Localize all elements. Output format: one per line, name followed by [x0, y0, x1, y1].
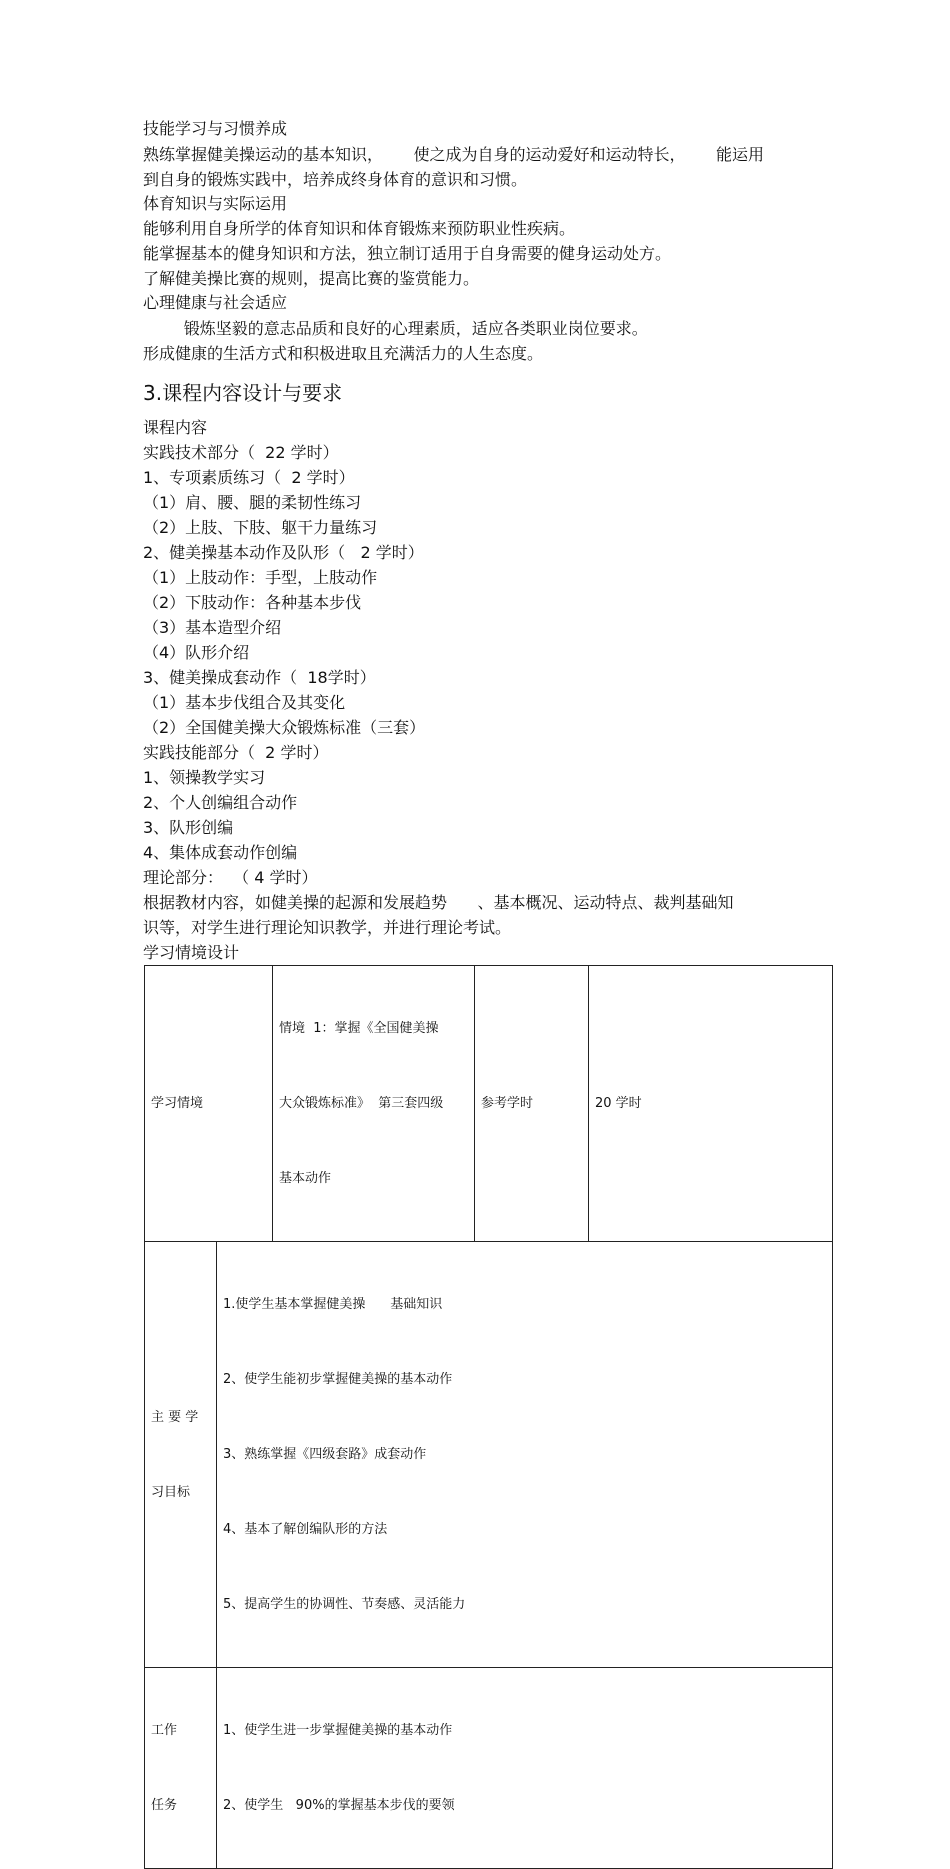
objective-item: 2、使学生能初步掌握健美操的基本动作 — [223, 1372, 453, 1387]
objectives-cell — [217, 1242, 833, 1668]
table-row — [145, 966, 833, 1242]
text-line: （2）上肢、下肢、躯干力量练习 — [143, 518, 378, 537]
cell-label-line: 主 要 学 — [151, 1409, 199, 1425]
situation-line: 情境 1：掌握《全国健美操 — [279, 1021, 439, 1036]
situation-line: 大众锻炼标准》 第三套四级 — [279, 1096, 444, 1111]
task-item: 1、使学生进一步掌握健美操的基本动作 — [223, 1723, 453, 1738]
task-item: 2、使学生 90%的掌握基本步伐的要领 — [223, 1798, 455, 1813]
table-row — [145, 1668, 833, 1869]
text-line: 体育知识与实际运用 — [143, 194, 288, 213]
text-line: （1）上肢动作：手型，上肢动作 — [143, 568, 378, 587]
situation-label-cell: 学习情境 — [145, 966, 273, 1242]
text-line: 了解健美操比赛的规则，提高比赛的鉴赏能力。 — [143, 269, 480, 288]
text-line: 3、队形创编 — [143, 818, 234, 837]
text-line: （3）基本造型介绍 — [143, 618, 282, 637]
text-line: 形成健康的生活方式和积极进取且充满活力的人生态度。 — [143, 344, 544, 363]
hours-label-cell: 参考学时 — [475, 966, 589, 1242]
text-line: （2）全国健美操大众锻炼标准（三套） — [143, 718, 426, 737]
section-heading: 3.课程内容设计与要求 — [143, 381, 343, 405]
text-line: 1、领操教学实习 — [143, 768, 266, 787]
text-line: 根据教材内容，如健美操的起源和发展趋势 、基本概况、运动特点、裁判基础知 — [143, 893, 734, 912]
hours-value-cell: 20 学时 — [589, 966, 833, 1242]
text-line: 1、专项素质练习（ 2 学时） — [143, 468, 355, 487]
text-line: 实践技能部分（ 2 学时） — [143, 743, 329, 762]
cell-label-line: 任务 — [151, 1798, 178, 1813]
objective-item: 3、熟练掌握《四级套路》成套动作 — [223, 1447, 427, 1462]
objective-item: 4、基本了解创编队形的方法 — [223, 1522, 388, 1537]
text-line: （4）队形介绍 — [143, 643, 250, 662]
text-line: 4、集体成套动作创编 — [143, 843, 298, 862]
text-line: 3、健美操成套动作（ 18学时） — [143, 668, 376, 687]
text-line: （2）下肢动作：各种基本步伐 — [143, 593, 362, 612]
text-line: 能掌握基本的健身知识和方法，独立制订适用于自身需要的健身运动处方。 — [143, 244, 672, 263]
text-line: 实践技术部分（ 22 学时） — [143, 443, 339, 462]
objective-item: 5、提高学生的协调性、节奏感、灵活能力 — [223, 1597, 466, 1612]
text-line: 能够利用自身所学的体育知识和体育锻炼来预防职业性疾病。 — [143, 219, 576, 238]
cell-label-line: 习目标 — [151, 1484, 191, 1500]
objective-item: 1.使学生基本掌握健美操 基础知识 — [223, 1297, 443, 1312]
text-line: 2、个人创编组合动作 — [143, 793, 298, 812]
table-row — [145, 1242, 833, 1668]
text-line: 课程内容 — [143, 418, 208, 437]
objectives-label-cell — [145, 1242, 217, 1668]
tasks-label-cell — [145, 1668, 217, 1869]
situation-line: 基本动作 — [279, 1171, 332, 1186]
text-line: 识等，对学生进行理论知识教学，并进行理论考试。 — [143, 918, 512, 937]
tasks-cell — [217, 1668, 833, 1869]
text-line: 理论部分： （ 4 学时） — [143, 868, 318, 887]
text-line: 锻炼坚毅的意志品质和良好的心理素质，适应各类职业岗位要求。 — [143, 319, 648, 338]
situation-cell — [273, 966, 475, 1242]
cell-label-line: 工作 — [151, 1723, 178, 1738]
text-line: 到自身的锻炼实践中，培养成终身体育的意识和习惯。 — [143, 170, 528, 189]
text-line: 2、健美操基本动作及队形（ 2 学时） — [143, 543, 424, 562]
text-line: 熟练掌握健美操运动的基本知识， 使之成为自身的运动爱好和运动特长， 能运用 — [143, 145, 765, 164]
text-line: 学习情境设计 — [143, 943, 240, 962]
text-line: 心理健康与社会适应 — [143, 293, 288, 312]
learning-situation-table — [144, 965, 833, 1869]
text-line: 技能学习与习惯养成 — [143, 119, 288, 138]
text-line: （1）肩、腰、腿的柔韧性练习 — [143, 493, 362, 512]
text-line: （1）基本步伐组合及其变化 — [143, 693, 346, 712]
